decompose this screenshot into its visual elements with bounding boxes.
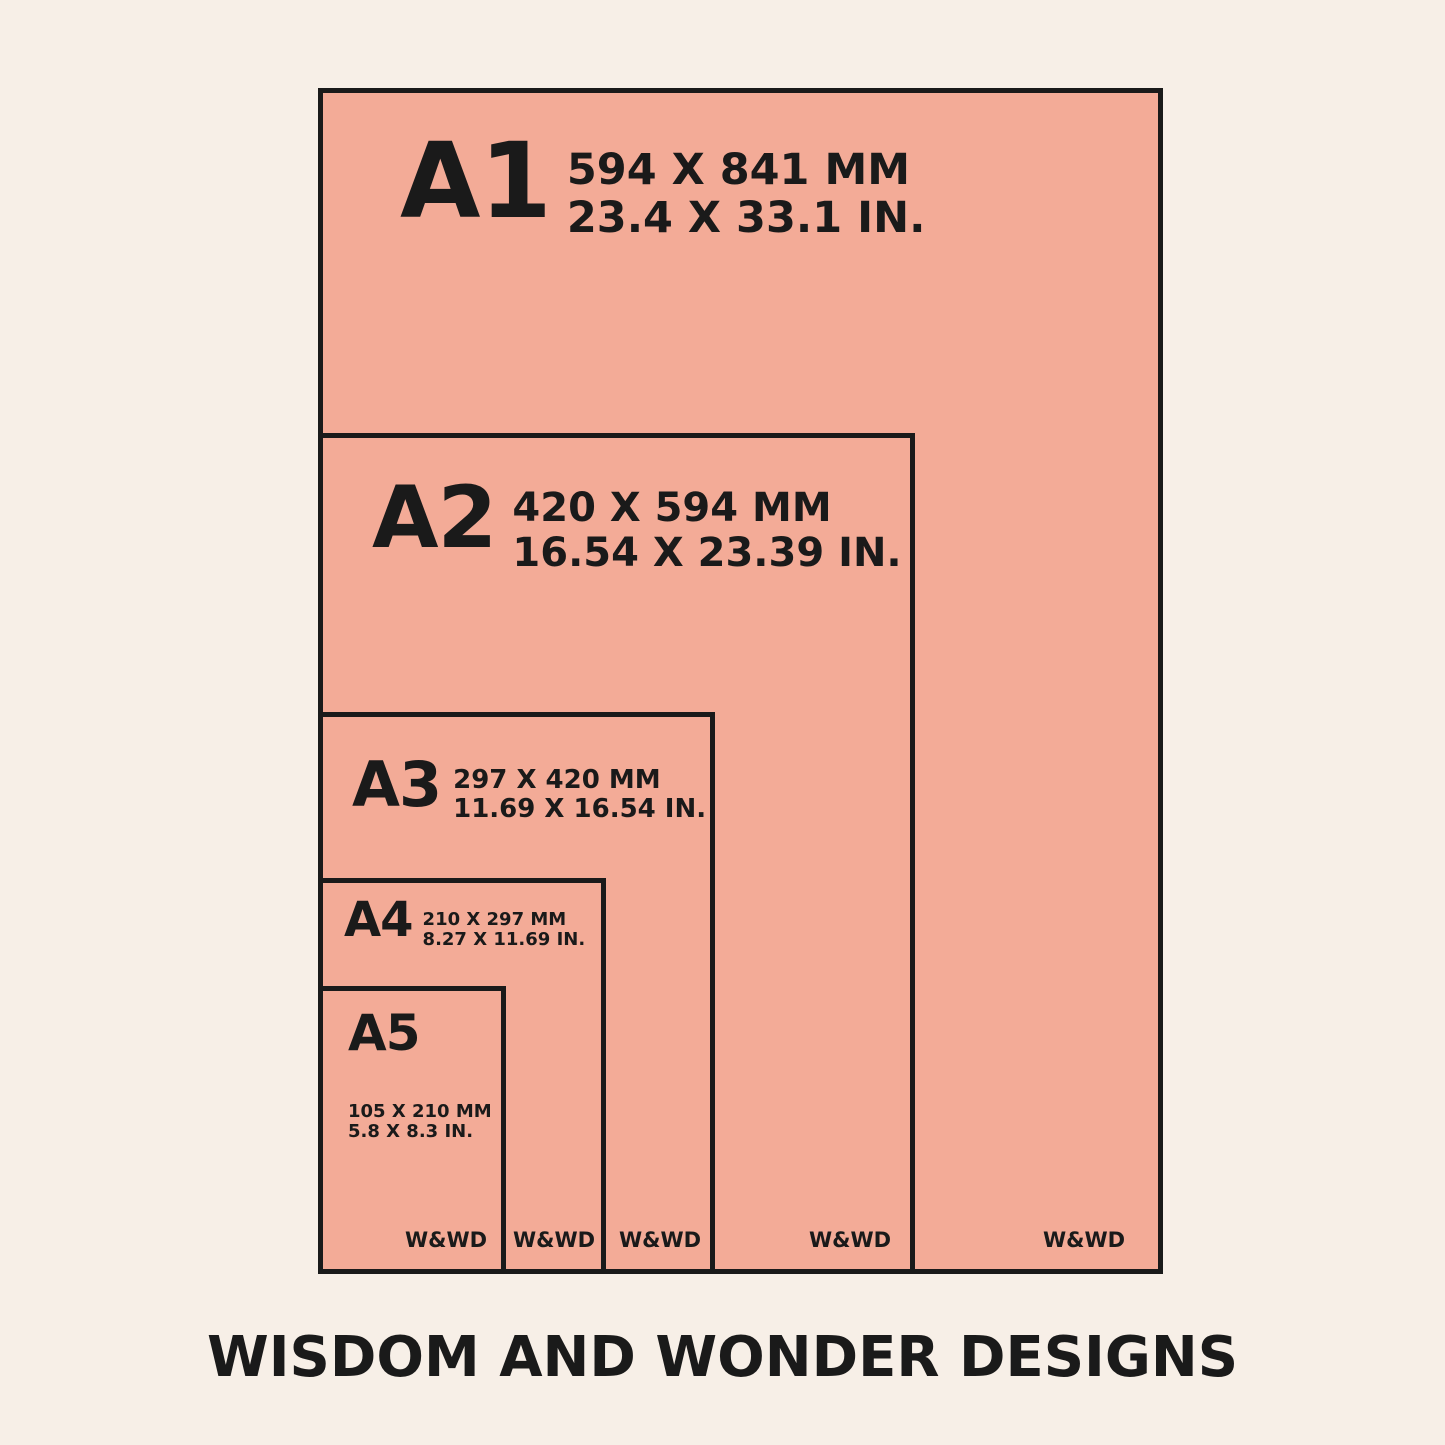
- label-group-a2: [372, 468, 902, 576]
- size-dimensions-mm-a1: 594 X 841 MM: [566, 145, 911, 195]
- size-dimensions-mm-a3: 297 X 420 MM: [453, 765, 661, 795]
- size-dimensions-mm-a5: 105 X 210 MM: [348, 1100, 492, 1122]
- size-dimensions-in-a1: 23.4 X 33.1 IN.: [566, 193, 926, 244]
- watermark-a3: W&WD: [619, 1228, 702, 1252]
- size-dimensions-a4: [423, 910, 586, 950]
- size-name-a1: A1: [400, 120, 551, 242]
- label-group-a3: [352, 748, 707, 825]
- size-dimensions-a3: [453, 766, 706, 824]
- watermark-a4: W&WD: [513, 1228, 596, 1252]
- size-dimensions-in-a5: 5.8 X 8.3 IN.: [348, 1120, 474, 1142]
- size-dimensions-in-a4: 8.27 X 11.69 IN.: [422, 929, 586, 951]
- size-name-a2: A2: [372, 468, 497, 568]
- size-dimensions-a5: [348, 1102, 492, 1142]
- size-dimensions-in-a2: 16.54 X 23.39 IN.: [512, 529, 902, 576]
- size-name-a4: A4: [344, 892, 413, 948]
- size-dimensions-mm-a2: 420 X 594 MM: [512, 485, 832, 531]
- size-name-a5: A5: [348, 1004, 420, 1062]
- brand-title: WISDOM AND WONDER DESIGNS: [206, 1325, 1239, 1390]
- size-dimensions-in-a3: 11.69 X 16.54 IN.: [453, 794, 707, 825]
- watermark-a5: W&WD: [405, 1228, 488, 1252]
- label-group-a4: [344, 892, 586, 951]
- size-dimensions-a1: [567, 146, 926, 242]
- size-name-a3: A3: [352, 748, 442, 821]
- watermark-a1: W&WD: [1043, 1228, 1126, 1252]
- label-group-a1: [400, 120, 926, 244]
- size-dimensions-a2: [512, 486, 901, 576]
- label-group-a5: [348, 1004, 492, 1142]
- watermark-a2: W&WD: [809, 1228, 892, 1252]
- size-dimensions-mm-a4: 210 X 297 MM: [422, 909, 567, 930]
